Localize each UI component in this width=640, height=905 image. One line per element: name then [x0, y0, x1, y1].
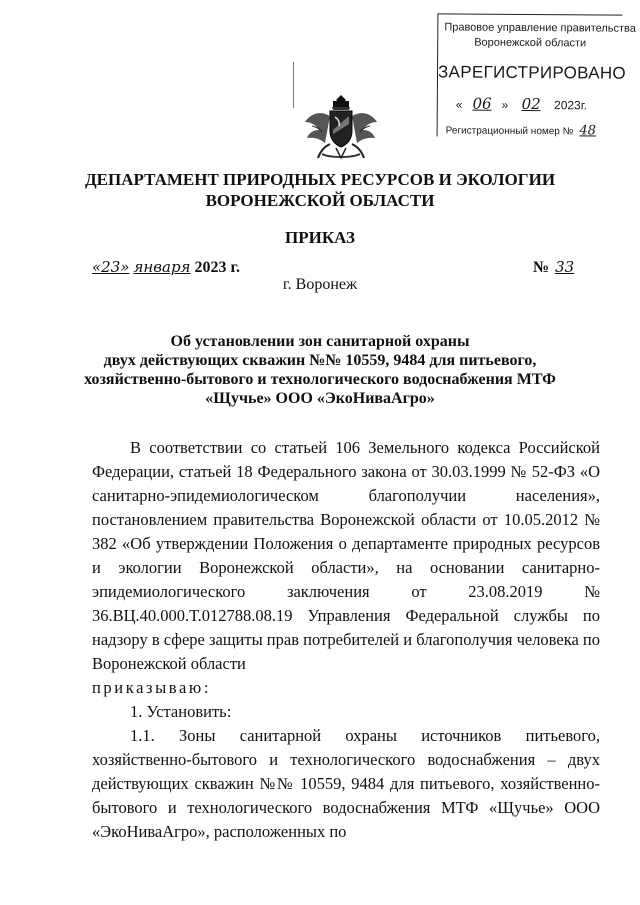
coat-of-arms-icon — [300, 92, 382, 164]
order-date-month: января — [133, 258, 191, 276]
stamp-authority: Правовое управление правительства — [444, 21, 636, 35]
item-1: 1. Установить: — [130, 702, 232, 721]
order-number-label: № — [533, 259, 550, 276]
order-date — [92, 258, 240, 277]
order-date-year: 2023 г. — [194, 259, 240, 276]
order-subject — [80, 332, 560, 408]
subject-line-4: «Щучье» ООО «ЭкоНиваАгро» — [205, 390, 435, 407]
subject-line-3: хозяйственно-бытового и технологического водоснабжения МТФ — [84, 371, 556, 388]
department-line-2: ВОРОНЕЖСКОЙ ОБЛАСТИ — [205, 191, 435, 210]
subject-line-2: двух действующих скважин №№ 10559, 9484 для питьевого, — [103, 352, 537, 369]
order-number — [533, 258, 588, 277]
registration-stamp — [437, 13, 636, 139]
document-type: ПРИКАЗ — [285, 228, 355, 247]
stamp-registered: ЗАРЕГИСТРИРОВАНО — [437, 62, 627, 83]
stamp-date — [456, 94, 587, 113]
item-1-1: 1.1. Зоны санитарной охраны источников питьевого, хозяйственно-бытового и технологического водоснабжения – двух действующих скважин №№ 10559, 9484 для питьевого, хозяйственно-бытового и технологического водоснабжения МТФ «Щучье» ООО «ЭкоНиваАгро», расположенных по — [92, 726, 600, 841]
stamp-date-month: 02 — [521, 94, 541, 114]
stamp-date-close-quote: » — [501, 97, 509, 112]
stamp-date-year: 2023 — [553, 98, 581, 113]
department-name — [60, 169, 580, 211]
city: г. Воронеж — [282, 276, 358, 293]
department-line-1: ДЕПАРТАМЕНТ ПРИРОДНЫХ РЕСУРСОВ И ЭКОЛОГИИ — [84, 170, 556, 189]
order-number-value: 33 — [555, 258, 575, 276]
stamp-date-day: 06 — [472, 94, 492, 113]
scan-artifact-line — [293, 62, 294, 108]
stamp-date-open-quote: « — [455, 97, 463, 112]
stamp-date-suffix: г. — [580, 98, 588, 113]
preamble-paragraph: В соответствии со статьей 106 Земельного кодекса Российской Федерации, статьей 18 Федерального закона от 30.03.1999 № 52-ФЗ «О санитарно-эпидемиологическом благополучии населения», постановлением правительства Воронежской области от 10.05.2012 № 382 «Об утверждении Положения о департаменте природных ресурсов и экологии Воронежской области», на основании санитарно-эпидемиологического заключения от 23.08.2019 № 36.ВЦ.40.000.Т.012788.08.19 Управления Федеральной службы по надзору в сфере защиты прав потребителей и благополучия человека по Воронежской области — [92, 438, 600, 673]
order-word: приказываю: — [92, 678, 212, 697]
order-body — [92, 436, 600, 844]
stamp-region: Воронежской области — [474, 36, 587, 50]
subject-line-1: Об установлении зон санитарной охраны — [170, 333, 470, 350]
stamp-reg-value: 48 — [579, 123, 597, 139]
stamp-reg-number — [446, 122, 596, 138]
order-date-day: «23» — [92, 258, 130, 276]
stamp-reg-label: Регистрационный номер № — [445, 125, 574, 138]
